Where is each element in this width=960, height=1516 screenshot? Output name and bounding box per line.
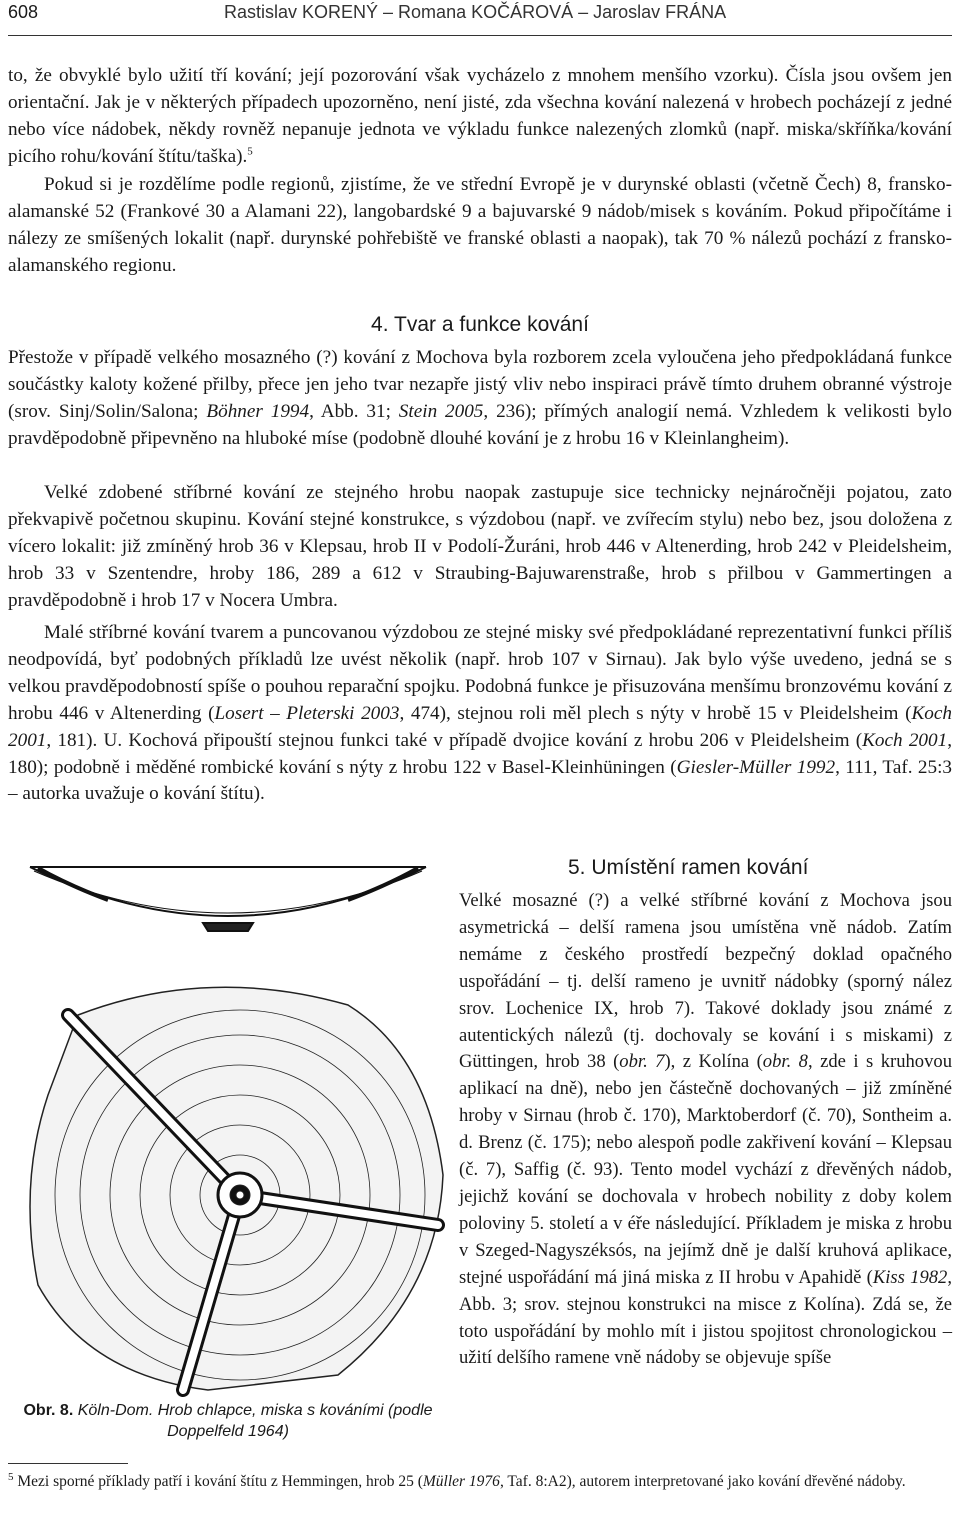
citation: Müller 1976 xyxy=(422,1473,500,1490)
running-head-authors: Rastislav KORENÝ – Romana KOČÁROVÁ – Jaroslav FRÁNA xyxy=(224,2,727,22)
page-number: 608 xyxy=(8,2,39,22)
paragraph-s5: Velké mosazné (?) a velké stříbrné kování z Mochova jsou asymetrická – delší ramena jsou umístěna vně nádob. Zatím nemáme z českého prostředí bezpečný doklad opačného uspořádání – tj. delší rameno je uvnitř nádobky (sporný nález srov. Lochenice IX, hrob 7). Takové doklady jsou známé z autentických nálezů (tj. dochovaly se kování i s miskami) z Güttingen, hrob 38 (obr. 7), z Kolína (obr. 8, zde i s kruhovou aplikací na dně), nebo jen částečně dochovaných – již zmíněné hroby v Sirnau (hrob č. 170), Marktoberdorf (č. 70), Sontheim a. d. Brenz (č. 175); nebo alespoň podle zakřivení kování – Klepsau (č. 7), Saffig (č. 93). Tento model vychází z dřevěných nádob, jejichž kování se dochovala v hrobech nobility z doby kolem poloviny 5. století a v éře následující. Příkladem je miska z hrobu v Szeged-Nagyszéksós, na jejímž dně je další kruhová aplikace, stejné uspořádání má jiná miska z II hrobu v Apahidě (Kiss 1982, Abb. 3; srov. stejnou konstrukci na misce z Kolína). Zdá se, že toto uspořádání by mohlo mít i jistou spojitost chronologickou – užití delšího ramene vně nádoby se objevuje spíše xyxy=(459,890,952,1369)
paragraph-intro-2: Pokud si je rozdělíme podle regionů, zjistíme, že ve střední Evropě je v durynské oblasti (včetně Čech) 8, fransko-alamanské 52 (Frankové 30 a Alamani 22), langobardské 9 a bajuvarské 9 nádob/misek s kováním. Pokud připočítáme i nálezy ze smíšených lokalit (např. durynské pohřebiště ve franské oblasti a naopak), tak 70 % nálezů pochází z fransko-alamanského regionu. xyxy=(8,174,952,276)
figure-label: Obr. 8. xyxy=(23,1402,74,1419)
footnote-ref[interactable]: 5 xyxy=(247,145,253,158)
bowl-profile xyxy=(30,867,426,931)
figure-bowl-drawing xyxy=(8,855,448,1400)
figure-ref-8[interactable]: obr. 8 xyxy=(762,1051,808,1073)
paragraph-s4-3: Malé stříbrné kování tvarem a puncovanou výzdobou ze stejné misky své předpokládané reprezentativní funkci příliš neodpovídá, byť podobných příkladů lze uvést několik (např. hrob 107 v Sirnau). Jak bylo výše uvedeno, jedná se s velkou pravděpodobností spíše o pouhou reparační spojku. Podobná funkce je přisuzována menšímu bronzovému kování z hrobu 446 v Altenerding (Losert – Pleterski 2003, 474), stejnou roli měl plech s nýty v hrobě 15 v Pleidelsheim (Koch 2001, 181). U. Kochová připouští stejnou funkci také v případě dvojice kování z hrobu 206 v Pleidelsheim (Koch 2001, 180); podobně i měděné rombické kování s nýty z hrobu 122 v Basel-Kleinhüningen (Giesler-Müller 1992, 111, Taf. 25:3 – autorka uvažuje o kování štítu). xyxy=(8,622,952,805)
footnote-rule xyxy=(8,1463,128,1464)
page-header xyxy=(8,0,952,24)
footnote-5: $^5$ Mezi sporné příklady patří i kování štítu z Hemmingen, hrob 25 (Müller 1976, Taf. 8:A2), autorem interpretované jako kování dřevěné nádoby. xyxy=(8,1470,906,1490)
citation: Koch 2001 xyxy=(8,702,952,751)
paragraph-s4-1: Přestože v případě velkého mosazného (?) kování z Mochova byla rozborem zcela vyloučena jeho předpokládaná funkce součástky kaloty kožené přilby, přece jen jeho tvar nezapře jistý vliv nebo inspiraci právě tímto druhem obranné výstroje (srov. Sinj/Solin/Salona; Böhner 1994, Abb. 31; Stein 2005, 236); přímých analogií nemá. Vzhledem k velikosti bylo pravděpodobně připevněno na hluboké míse (podobně dlouhé kování je z hrobu 16 v Kleinlangheim). xyxy=(8,347,952,449)
section-heading-4: 4. Tvar a funkce kování xyxy=(371,313,589,336)
bowl-illustration xyxy=(8,855,448,1400)
paragraph-text: to, že obvyklé bylo užití tří kování; její pozorování však vycházelo z mnohem menšího vzorku). Čísla jsou ovšem jen orientační. Jak je v některých případech upozorněno, není jisté, zda všechna kování nalezená v hrobech pocházejí z jedné nebo více nádobek, někdy rovněž nepanuje jednota ve výkladu funkce nalezených zlomků (např. miska/skříňka/kování picího rohu/kování štítu/taška). xyxy=(8,65,952,167)
citation: Kiss 1982 xyxy=(872,1266,948,1288)
citation: Losert – Pleterski 2003 xyxy=(214,702,400,724)
figure-caption xyxy=(8,1400,448,1442)
header-rule xyxy=(8,35,952,36)
paragraph-s4-2: Velké zdobené stříbrné kování ze stejného hrobu naopak zastupuje sice technicky nejnáročněji pojatou, zato překvapivě početnou skupinu. Kování stejné konstrukce, s výzdobou (např. ve zvířecím stylu) nebo bez, jsou doložena z vícero lokalit: již zmíněný hrob 36 v Klepsau, hrob II v Podolí-Žuráni, hrob 446 v Altenerding, hrob 242 v Pleidelsheim, hrob 33 v Szentendre, hroby 186, 289 a 612 v Straubing-Bajuwarenstraße, hrob s přilbou v Gammertingen a pravděpodobně i hrob 17 v Nocera Umbra. xyxy=(8,482,952,611)
citation: Giesler-Müller 1992 xyxy=(676,756,836,778)
section-heading-5: 5. Umístění ramen kování xyxy=(568,856,809,879)
citation: Böhner 1994 xyxy=(206,400,310,422)
footnote-marker: 5 xyxy=(8,1470,14,1483)
citation: Koch 2001 xyxy=(862,729,948,751)
citation: Stein 2005 xyxy=(398,400,484,422)
figure-caption-text: Köln-Dom. Hrob chlapce, miska s kováními (podle Doppelfeld 1964) xyxy=(73,1402,433,1440)
paragraph-intro-1 xyxy=(8,63,952,171)
figure-ref-7[interactable]: obr. 7 xyxy=(619,1051,665,1073)
bowl-plan-view xyxy=(30,987,443,1390)
